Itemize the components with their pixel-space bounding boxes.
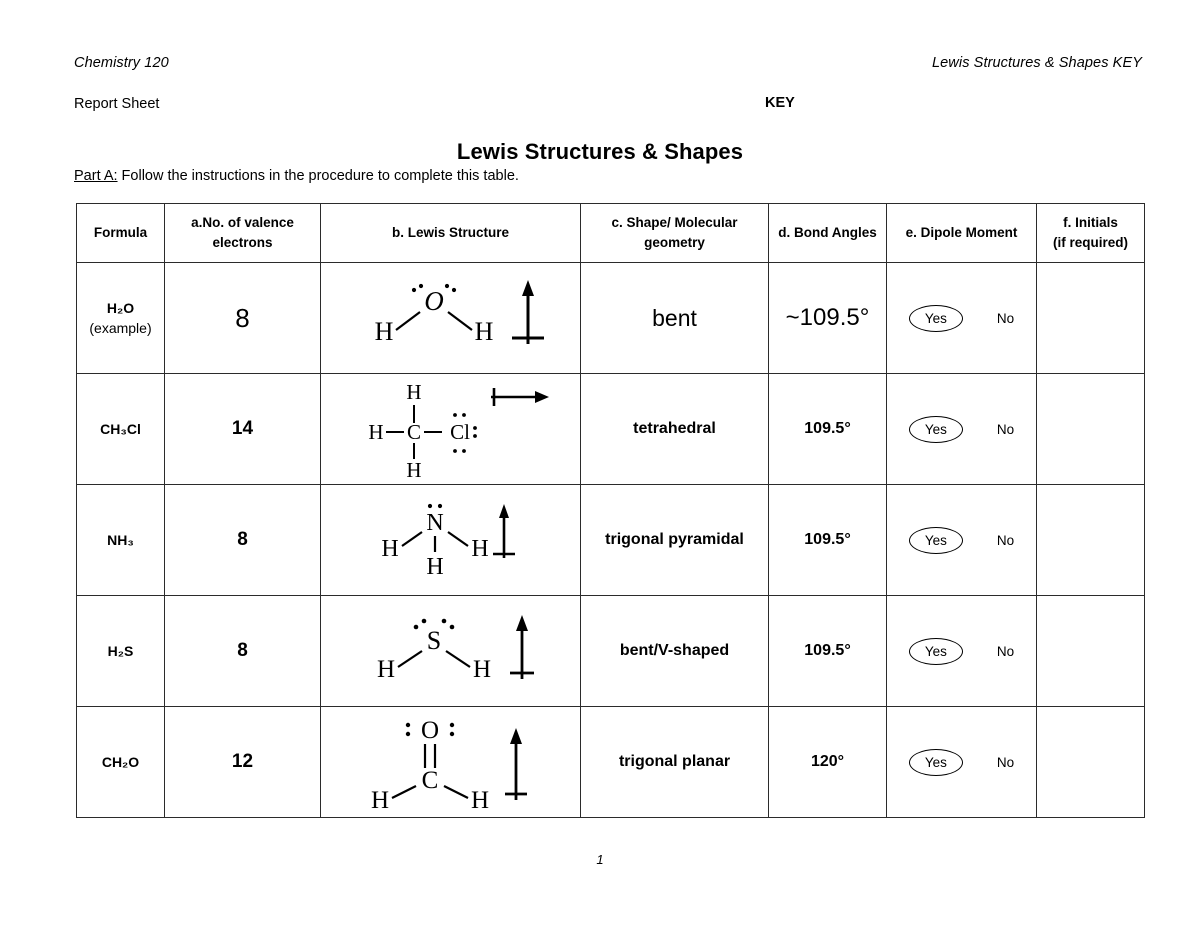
shape-header-line2: geometry [644, 235, 705, 250]
cell-bond-angle[interactable]: 109.5° [769, 485, 887, 596]
cell-dipole-moment[interactable] [887, 707, 1037, 818]
svg-text:O: O [423, 286, 444, 316]
page-number: 1 [596, 852, 604, 867]
svg-text:H: H [367, 419, 384, 444]
cell-bond-angle[interactable]: ~109.5° [769, 263, 887, 374]
dipole-yes-option[interactable] [909, 416, 963, 443]
dipole-no-option[interactable]: No [996, 754, 1015, 770]
cell-lewis-structure[interactable] [321, 374, 581, 485]
cell-shape[interactable]: bent/V-shaped [581, 596, 769, 707]
cell-dipole-moment[interactable] [887, 596, 1037, 707]
cell-bond-angle[interactable]: 109.5° [769, 596, 887, 707]
lewis-structure-ch2o [336, 710, 566, 815]
svg-text:H: H [380, 536, 399, 562]
dipole-yes-label: Yes [924, 421, 947, 437]
cell-initials[interactable] [1037, 596, 1145, 707]
cell-shape[interactable]: trigonal pyramidal [581, 485, 769, 596]
lewis-structure-nh3 [336, 490, 566, 590]
cell-formula [77, 596, 165, 707]
svg-text:H: H [374, 317, 393, 346]
formula-text: H₂O [106, 299, 135, 316]
table-row [77, 485, 1145, 596]
formula-text: H₂S [107, 642, 134, 659]
svg-text:H: H [470, 536, 489, 562]
svg-text:H: H [370, 786, 389, 814]
cell-valence-electrons[interactable]: 8 [165, 596, 321, 707]
cell-formula [77, 707, 165, 818]
dipole-no-option[interactable]: No [996, 532, 1015, 548]
part-a-instructions [74, 168, 519, 184]
valence-header-line1: a.No. of valence [191, 215, 294, 231]
column-header-initials [1037, 204, 1145, 263]
cell-shape[interactable]: bent [581, 263, 769, 374]
formula-text: CH₂O [101, 753, 140, 770]
dipole-no-option[interactable]: No [996, 643, 1015, 659]
cell-dipole-moment[interactable] [887, 485, 1037, 596]
dipole-yes-label: Yes [924, 532, 947, 548]
cell-lewis-structure[interactable] [321, 596, 581, 707]
lewis-structures-table [76, 203, 1145, 818]
column-header-shape [581, 204, 769, 263]
column-header-valence-electrons [165, 204, 321, 263]
dipole-yes-label: Yes [924, 643, 947, 659]
initials-header-line2: (if required) [1052, 235, 1128, 250]
cell-valence-electrons[interactable]: 8 [165, 485, 321, 596]
dipole-arrow-icon [505, 728, 527, 800]
dipole-arrow-icon [491, 388, 549, 406]
cell-valence-electrons[interactable]: 8 [165, 263, 321, 374]
cell-formula [77, 485, 165, 596]
report-sheet-label: Report Sheet [74, 96, 160, 112]
formula-note: (example) [89, 320, 152, 336]
svg-text:H: H [472, 656, 491, 683]
cell-initials[interactable] [1037, 485, 1145, 596]
formula-text: NH₃ [107, 531, 134, 548]
cell-bond-angle[interactable]: 109.5° [769, 374, 887, 485]
page-header [74, 55, 1142, 71]
initials-header-line1: f. Initials [1063, 215, 1118, 231]
cell-bond-angle[interactable]: 120° [769, 707, 887, 818]
svg-text:H: H [376, 656, 395, 683]
column-header-lewis-structure: b. Lewis Structure [321, 204, 581, 263]
document-title-header: Lewis Structures & Shapes KEY [931, 55, 1142, 71]
svg-text:H: H [405, 379, 422, 404]
column-header-dipole-moment: e. Dipole Moment [887, 204, 1037, 263]
svg-text:C: C [406, 419, 421, 444]
lewis-structure-h2o [336, 268, 566, 368]
column-header-bond-angles: d. Bond Angles [769, 204, 887, 263]
cell-formula [77, 263, 165, 374]
cell-shape[interactable]: tetrahedral [581, 374, 769, 485]
svg-text:O: O [420, 716, 439, 744]
cell-lewis-structure[interactable] [321, 263, 581, 374]
part-a-label: Part A: [74, 168, 118, 184]
valence-header-line2: electrons [212, 235, 273, 250]
part-a-text: Follow the instructions in the procedure to complete this table. [117, 168, 519, 184]
cell-dipole-moment[interactable] [887, 263, 1037, 374]
column-header-formula: Formula [77, 204, 165, 263]
dipole-arrow-icon [510, 615, 534, 679]
dipole-no-option[interactable]: No [996, 421, 1015, 437]
lewis-structure-ch3cl [336, 377, 566, 482]
dipole-yes-label: Yes [924, 754, 947, 770]
dipole-yes-option[interactable] [909, 749, 963, 776]
svg-text:S: S [426, 626, 441, 655]
svg-text:H: H [474, 317, 493, 346]
cell-initials[interactable] [1037, 263, 1145, 374]
lewis-structure-h2s [336, 601, 566, 701]
svg-text:H: H [405, 457, 422, 482]
shape-header-line1: c. Shape/ Molecular [611, 215, 738, 231]
dipole-no-option[interactable]: No [996, 310, 1015, 326]
dipole-yes-option[interactable] [909, 305, 963, 332]
table-header-row [77, 204, 1145, 263]
svg-text:N: N [425, 510, 444, 536]
page-title: Lewis Structures & Shapes [456, 139, 744, 164]
cell-initials[interactable] [1037, 374, 1145, 485]
report-sheet-row [74, 95, 1144, 113]
cell-formula [77, 374, 165, 485]
cell-valence-electrons[interactable]: 14 [165, 374, 321, 485]
dipole-yes-option[interactable] [909, 638, 963, 665]
cell-initials[interactable] [1037, 707, 1145, 818]
table-row [77, 263, 1145, 374]
svg-text:Cl: Cl [449, 419, 470, 444]
dipole-yes-label: Yes [924, 310, 947, 326]
cell-valence-electrons[interactable]: 12 [165, 707, 321, 818]
svg-text:H: H [425, 554, 444, 580]
table-row [77, 374, 1145, 485]
table-row [77, 707, 1145, 818]
key-label: KEY [765, 95, 795, 111]
dipole-arrow-icon [493, 504, 515, 558]
course-label: Chemistry 120 [74, 55, 169, 71]
svg-text:H: H [470, 786, 489, 814]
cell-lewis-structure[interactable] [321, 707, 581, 818]
table-row [77, 596, 1145, 707]
cell-dipole-moment[interactable] [887, 374, 1037, 485]
formula-text: CH₃Cl [100, 420, 141, 437]
cell-shape[interactable]: trigonal planar [581, 707, 769, 818]
cell-lewis-structure[interactable] [321, 485, 581, 596]
svg-text:C: C [421, 766, 438, 794]
dipole-yes-option[interactable] [909, 527, 963, 554]
dipole-arrow-icon [512, 280, 544, 344]
